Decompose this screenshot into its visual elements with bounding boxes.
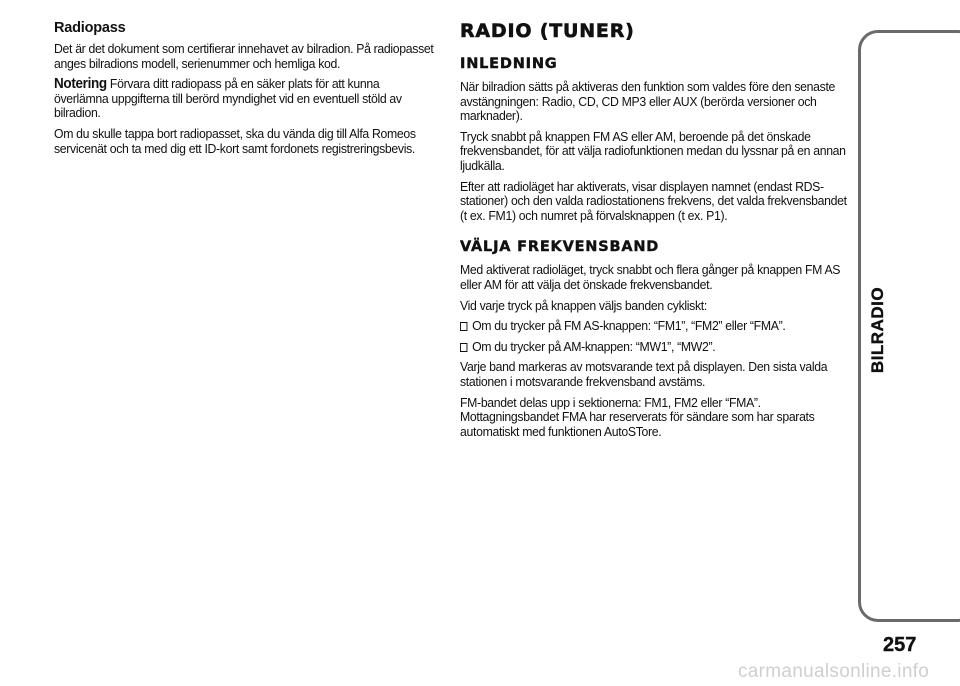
note-text: Förvara ditt radiopass på en säker plats för att kunna överlämna uppgifterna till berörd myndighet vid en eventuell stöld av bilradion. <box>54 76 402 121</box>
intro-paragraph-1: När bilradion sätts på aktiveras den funktion som valdes före den senaste avstängningen: Radio, CD, CD MP3 eller AUX (berörda versioner och marknader). <box>460 79 836 124</box>
intro-paragraph-3: Efter att radioläget har aktiverats, visar displayen namnet (endast RDS-stationer) och den valda radiostationens frekvens, det valda frekvensbandet (t ex. FM1) och numret på förvalsknappen (t ex. P1). <box>460 178 847 223</box>
band-paragraph-3: Varje band markeras av motsvarande text på displayen. Den sista valda stationen i motsvarande frekvensband avstäms. <box>460 359 828 389</box>
band-paragraph-1: Med aktiverat radioläget, tryck snabbt och flera gånger på knappen FM AS eller AM för att välja det önskade frekvensbandet. <box>460 262 841 292</box>
radiopass-paragraph: Det är det dokument som certifierar innehavet av bilradion. På radiopasset anges bilradions modell, serienummer och hemliga kod. <box>54 41 434 71</box>
band-heading: VÄLJA FREKVENSBAND <box>460 239 660 256</box>
intro-paragraph-2: Tryck snabbt på knappen FM AS eller AM, beroende på det önskade frekvensbandet, för att välja radiofunktionen medan du lyssnar på en annan ljudkälla. <box>460 128 846 173</box>
note-label: Notering <box>54 76 107 93</box>
left-column <box>54 20 436 162</box>
bullet-text: Om du trycker på FM AS-knappen: “FM1”, “FM2” eller “FMA”. <box>472 318 786 334</box>
watermark: carmanualsonline.info <box>738 661 930 682</box>
note-paragraph <box>54 77 434 121</box>
section-title: RADIO (TUNER) <box>460 20 635 42</box>
bullet-text: Om du trycker på AM-knappen: “MW1”, “MW2”. <box>472 338 716 354</box>
checkbox-bullet-icon <box>460 322 467 331</box>
bullet-item <box>460 340 848 355</box>
chapter-tab-label: BILRADIO <box>868 286 887 374</box>
lost-radiopass-paragraph: Om du skulle tappa bort radiopasset, ska du vända dig till Alfa Romeos servicenät och ta med dig ett ID-kort samt fordonets registreringsbevis. <box>54 125 416 156</box>
intro-heading: INLEDNING <box>460 56 558 72</box>
bullet-item <box>460 319 848 334</box>
page-number: 257 <box>883 634 917 656</box>
band-paragraph-4: FM-bandet delas upp i sektionerna: FM1, FM2 eller “FMA”. Mottagningsbandet FMA har reserverats för sändare som har sparats automatiskt med funktionen AutoSTore. <box>460 394 815 439</box>
right-column <box>460 20 850 445</box>
band-paragraph-2: Vid varje tryck på knappen väljs banden cykliskt: <box>460 297 707 313</box>
radiopass-heading: Radiopass <box>54 20 126 36</box>
checkbox-bullet-icon <box>460 343 467 352</box>
